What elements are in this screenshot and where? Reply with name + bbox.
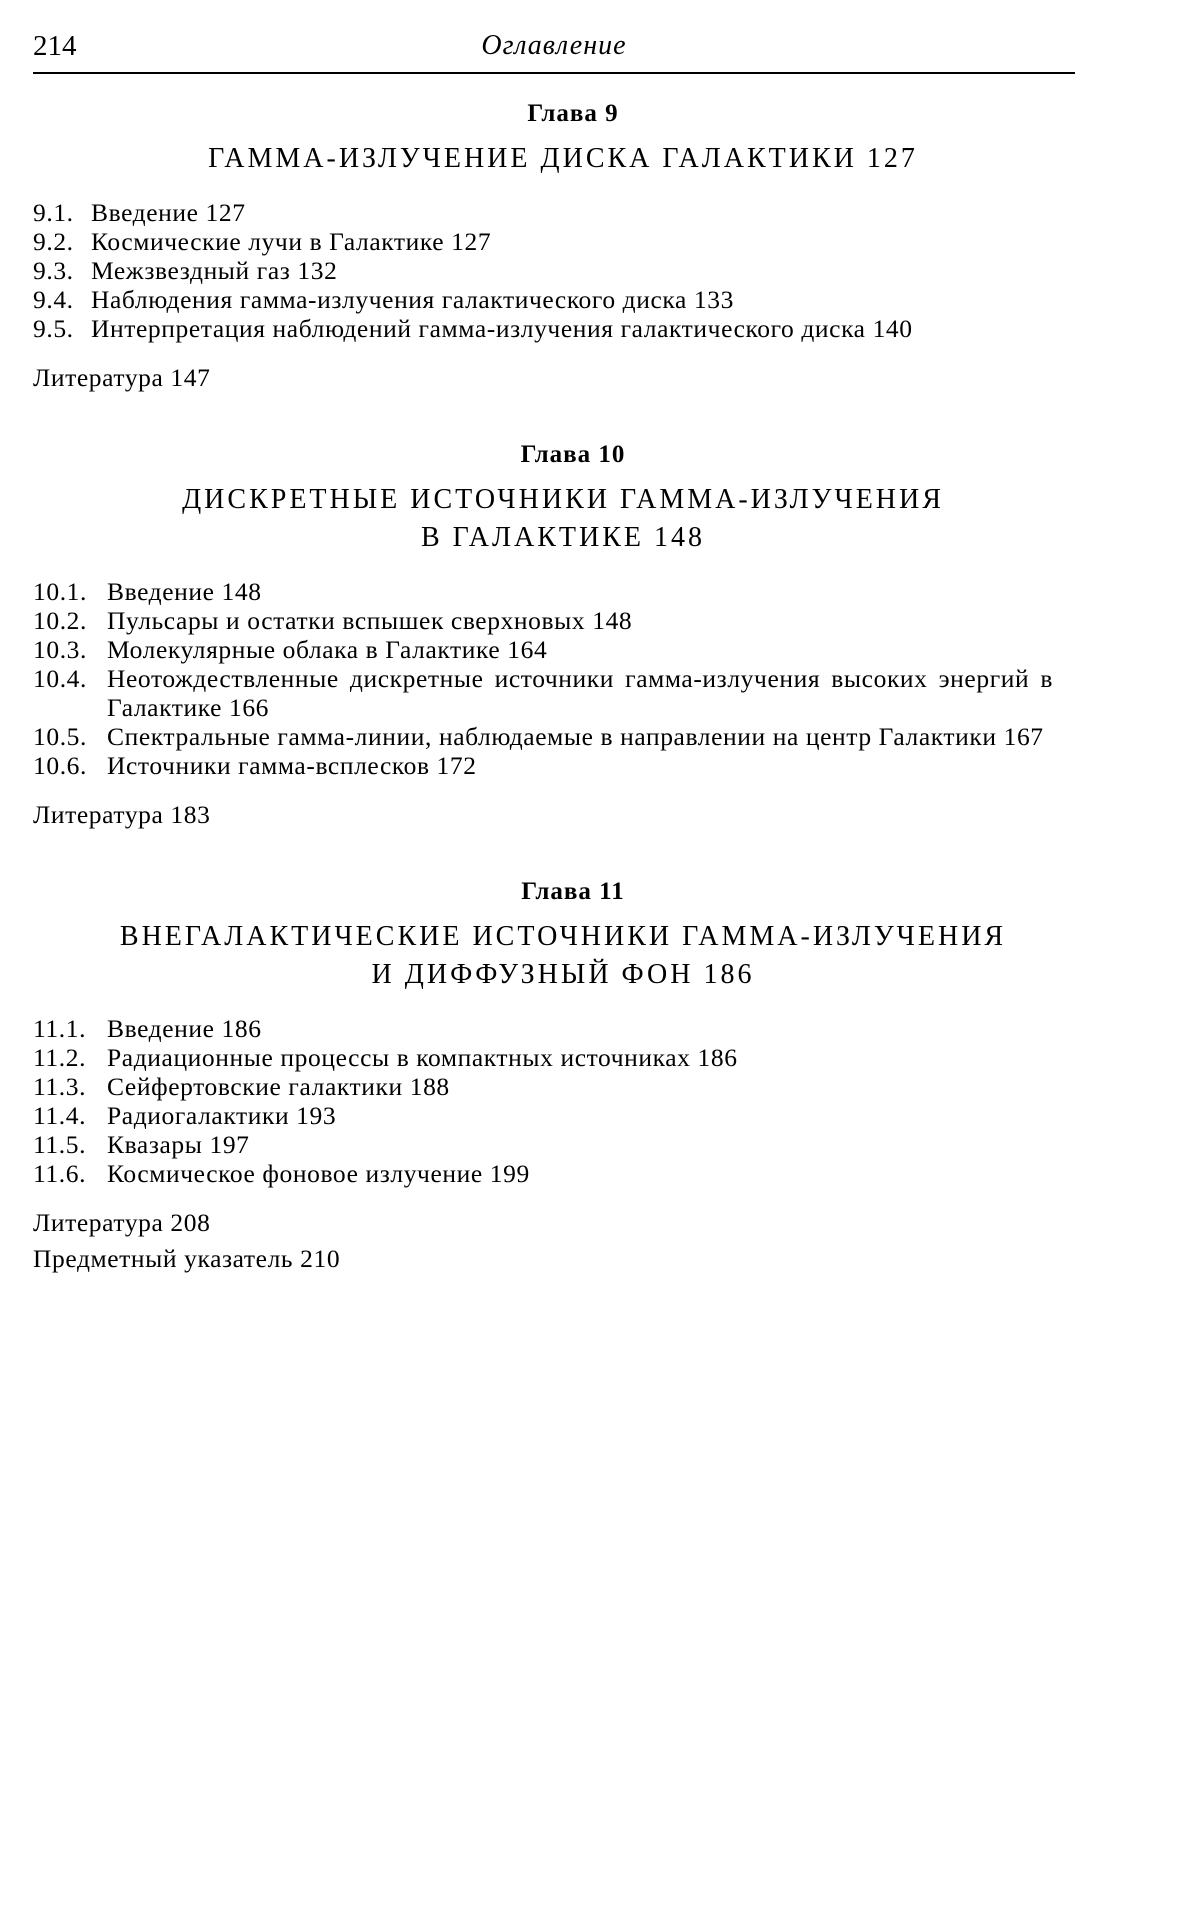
section-number: 11.5. xyxy=(33,1130,87,1159)
chapter-title xyxy=(73,140,1053,178)
section-title: Молекулярные облака в Галактике 164 xyxy=(107,635,548,664)
chapter-title-line: ГАММА-ИЗЛУЧЕНИЕ ДИСКА ГАЛАКТИКИ 127 xyxy=(208,143,918,174)
chapter-label: Глава 11 xyxy=(521,878,625,905)
chapter-title xyxy=(73,918,1053,994)
section-number: 9.2. xyxy=(33,227,74,256)
section-title: Космическое фоновое излучение 199 xyxy=(107,1159,530,1188)
running-title: Оглавление xyxy=(481,30,627,61)
toc-entry[interactable] xyxy=(33,256,1053,285)
toc-entry[interactable] xyxy=(33,285,1053,314)
literature-entry[interactable]: Литература 183 xyxy=(33,800,211,829)
section-number: 10.4. xyxy=(33,664,87,693)
section-number: 10.6. xyxy=(33,751,87,780)
toc-entry[interactable] xyxy=(33,1072,1053,1101)
chapter-title-line: ВНЕГАЛАКТИЧЕСКИЕ ИСТОЧНИКИ ГАММА-ИЗЛУЧЕНИЯ xyxy=(119,921,1007,952)
section-number: 11.1. xyxy=(33,1014,87,1043)
header-rule xyxy=(33,72,1075,74)
section-title: Спектральные гамма-линии, наблюдаемые в направлении на центр Галактики 167 xyxy=(107,722,1044,751)
section-number: 9.3. xyxy=(33,256,74,285)
toc-entry[interactable] xyxy=(33,1014,1053,1043)
section-number: 9.5. xyxy=(33,314,74,343)
section-number: 9.4. xyxy=(33,285,74,314)
chapter-title-line: ДИСКРЕТНЫЕ ИСТОЧНИКИ ГАММА-ИЗЛУЧЕНИЯ xyxy=(182,484,944,515)
literature-entry[interactable]: Литература 147 xyxy=(33,363,211,392)
section-title: Сейфертовские галактики 188 xyxy=(107,1072,450,1101)
section-title: Радиационные процессы в компактных источниках 186 xyxy=(107,1043,738,1072)
chapter-label: Глава 10 xyxy=(520,441,626,468)
section-number: 10.2. xyxy=(33,606,87,635)
section-title: Введение 186 xyxy=(107,1014,262,1043)
chapter-10 xyxy=(33,441,1053,830)
section-number: 11.6. xyxy=(33,1159,87,1188)
toc-entry[interactable] xyxy=(33,606,1053,635)
section-number: 10.3. xyxy=(33,635,87,664)
section-title: Межзвездный газ 132 xyxy=(91,256,338,285)
toc-entry[interactable] xyxy=(33,664,1053,722)
section-title: Неотождествленные дискретные источники гамма-излучения высоких энергий в Галактике 166 xyxy=(107,664,1053,722)
toc-entry[interactable] xyxy=(33,1159,1053,1188)
page-number: 214 xyxy=(33,30,77,62)
section-title: Наблюдения гамма-излучения галактического диска 133 xyxy=(91,285,734,314)
section-number: 10.5. xyxy=(33,722,87,751)
section-title: Введение 148 xyxy=(107,577,262,606)
toc-entry[interactable] xyxy=(33,635,1053,664)
toc-entry[interactable] xyxy=(33,1130,1053,1159)
subject-index-entry[interactable]: Предметный указатель 210 xyxy=(33,1244,341,1273)
section-number: 11.4. xyxy=(33,1101,87,1130)
toc-entry[interactable] xyxy=(33,751,1053,780)
toc-entry[interactable] xyxy=(33,1043,1053,1072)
section-title: Введение 127 xyxy=(91,198,246,227)
toc-entry[interactable] xyxy=(33,1101,1053,1130)
chapter-label: Глава 9 xyxy=(527,100,619,127)
chapter-11 xyxy=(33,878,1053,1274)
chapter-title-line: И ДИФФУЗНЫЙ ФОН 186 xyxy=(371,959,755,990)
section-number: 10.1. xyxy=(33,577,87,606)
section-title: Квазары 197 xyxy=(107,1130,250,1159)
section-title: Источники гамма-всплесков 172 xyxy=(107,751,477,780)
section-title: Пульсары и остатки вспышек сверхновых 148 xyxy=(107,606,633,635)
chapter-title-line: В ГАЛАКТИКЕ 148 xyxy=(420,522,706,553)
chapter-9 xyxy=(33,100,1053,393)
literature-entry[interactable]: Литература 208 xyxy=(33,1208,211,1237)
section-number: 11.3. xyxy=(33,1072,87,1101)
section-title: Космические лучи в Галактике 127 xyxy=(91,227,492,256)
toc-entry[interactable] xyxy=(33,198,1053,227)
toc-entry[interactable] xyxy=(33,577,1053,606)
section-number: 9.1. xyxy=(33,198,74,227)
section-title: Радиогалактики 193 xyxy=(107,1101,337,1130)
chapter-title xyxy=(73,481,1053,557)
section-title: Интерпретация наблюдений гамма-излучения галактического диска 140 xyxy=(91,314,913,343)
toc-entry[interactable] xyxy=(33,314,1053,343)
toc-entry[interactable] xyxy=(33,227,1053,256)
table-of-contents xyxy=(33,100,1053,1274)
running-head xyxy=(33,22,1075,78)
toc-entry[interactable] xyxy=(33,722,1053,751)
section-number: 11.2. xyxy=(33,1043,87,1072)
